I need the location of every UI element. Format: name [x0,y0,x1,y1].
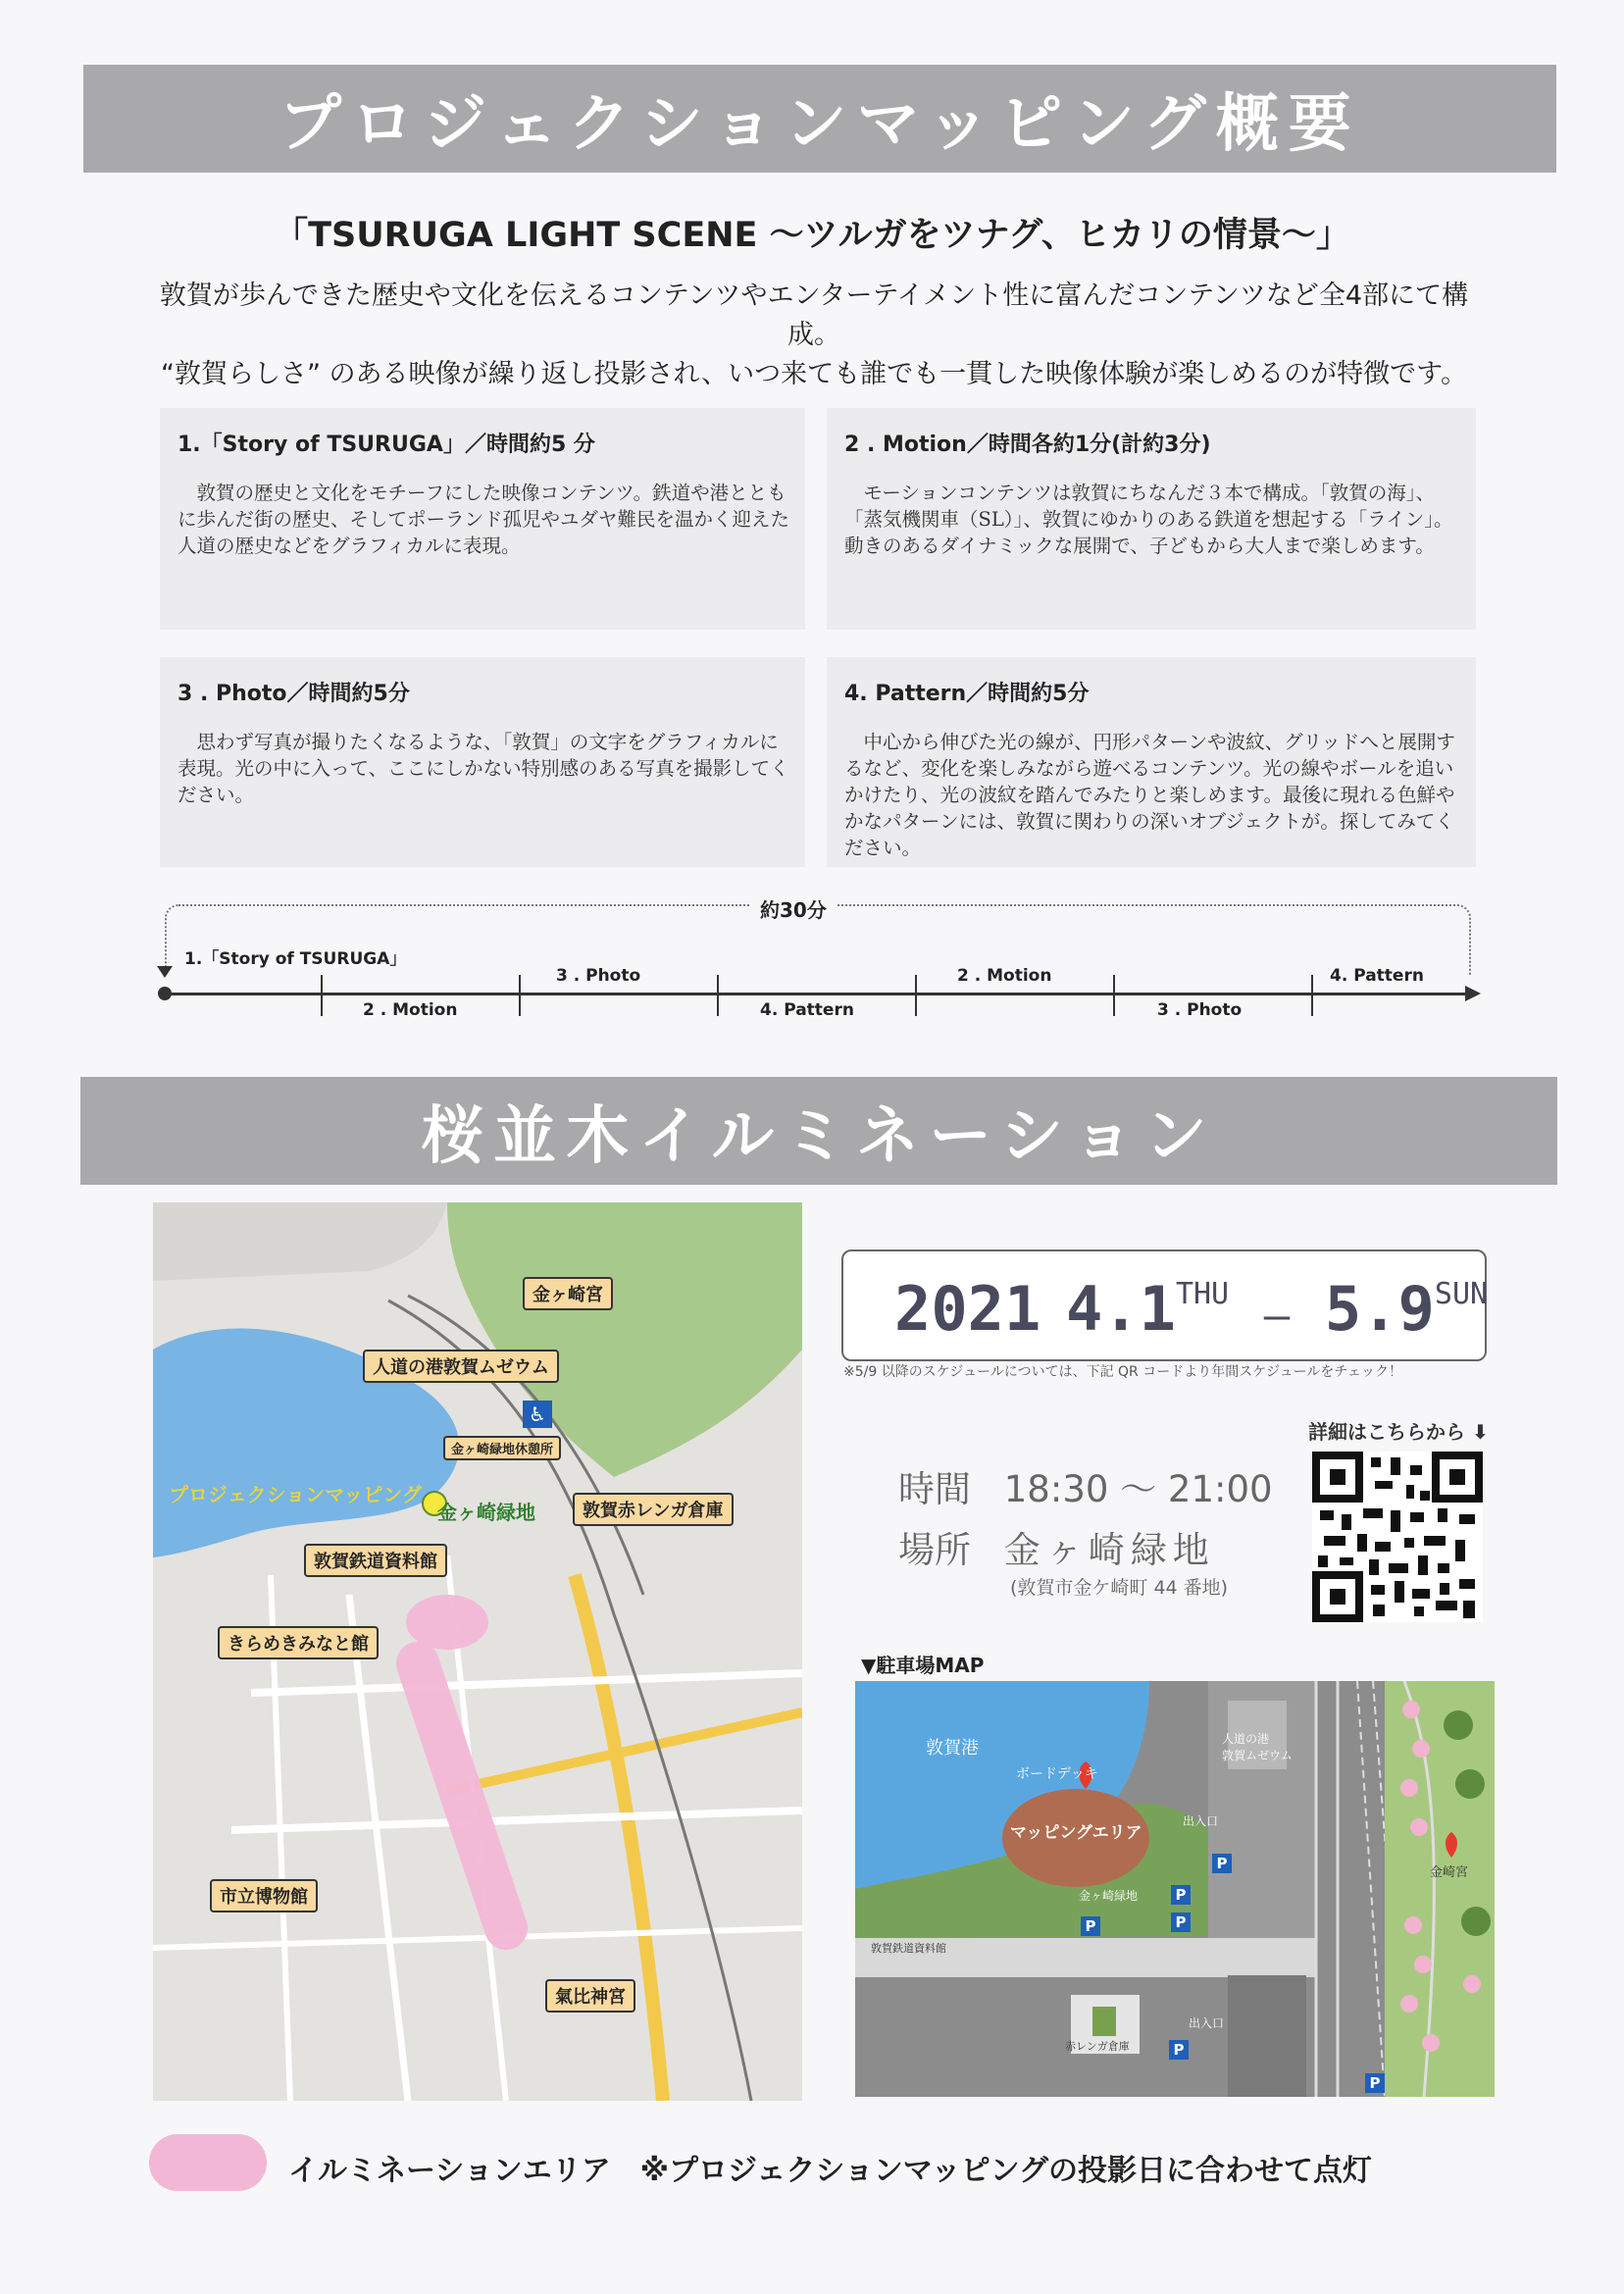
map-label-kanegasaki-shrine: 金ヶ崎宮 [523,1277,613,1310]
timeline-label-pattern-1: 4. Pattern [760,1000,854,1020]
qr-label [1308,1416,1489,1445]
place-value: 金ヶ崎緑地 [1003,1529,1215,1571]
time-label: 時間 [898,1468,971,1510]
illumination-legend-text: イルミネーションエリア ※プロジェクションマッピングの投影日に合わせて点灯 [288,2154,1372,2188]
schedule-note: ※5/9 以降のスケジュールについては、下記 QR コードより年間スケジュールをチェック！ [843,1364,1402,1380]
card-body: 敦賀の歴史と文化をモチーフにした映像コンテンツ。鉄道や港とともに歩んだ街の歴史、そしてポーランド孤児やユダヤ難民を温かく迎えた人道の歴史などをグラフィカルに表現。 [178,482,790,557]
card-heading: 2 . Motion／時間各約1分(計約3分) [844,433,1211,457]
intro-line-1: 敦賀が歩んできた歴史や文化を伝えるコンテンツやエンターテイメント性に富んだコンテンツなど全4部にて構成。 [159,280,1469,350]
timeline-axis [165,993,1469,995]
content-card-4 [827,657,1476,867]
timeline-label-motion-1: 2 . Motion [363,1000,458,1020]
qr-code[interactable] [1312,1452,1483,1622]
card-heading: 1.「Story of TSURUGA」／時間約5 分 [178,433,595,457]
cherry-blossom-icon [1400,1779,1418,1797]
map-label-park: 金ヶ崎緑地 [437,1501,535,1524]
cherry-blossom-icon [1410,1818,1428,1836]
time-row [898,1459,1273,1512]
parking-map-label-entrance-2: 出入口 [1189,2016,1225,2030]
intro-line-2: “敦賀らしさ” のある映像が繰り返し投影され、いつ来ても誰でも一貫した映像体験が楽しめるのが特徴です。 [160,359,1468,389]
timeline-end-arrow [1465,986,1481,1001]
timeline-label-photo-1: 3 . Photo [556,966,641,986]
cherry-blossom-icon [1463,1975,1481,1993]
date-start: 4.1 [1065,1273,1176,1345]
tree-icon [1444,1710,1473,1740]
map-label-museum: 人道の港敦賀ムゼウム [363,1350,559,1383]
card-body: モーションコンテンツは敦賀にちなんだ３本で構成。「敦賀の海」、「蒸気機関車（SL）」、敦賀にゆかりのある鉄道を想起する「ライン」。動きのあるダイナミックな展開で、子どもから大人まで楽しめます。 [844,482,1453,557]
timeline-start-arrow [157,966,173,978]
parking-map-label-entrance-1: 出入口 [1183,1814,1219,1828]
parking-map-label-railway: 敦賀鉄道資料館 [871,1942,946,1955]
timeline-tick [1311,975,1313,1016]
cherry-blossom-icon [1400,1995,1418,2013]
card-heading: 4. Pattern／時間約5分 [844,682,1090,706]
illumination-banner [80,1077,1557,1185]
qr-label-text: 詳細はこちらから [1308,1420,1465,1444]
tree-icon [1455,1769,1485,1799]
map-label-projection-callout: プロジェクションマッピング [169,1483,422,1506]
timeline-label-pattern-2: 4. Pattern [1330,966,1424,986]
cherry-blossom-icon [1402,1701,1420,1718]
place-row [898,1520,1215,1573]
projection-mapping-banner [83,65,1556,173]
parking-map-label-shrine: 金崎宮 [1430,1865,1469,1880]
parking-map-label-park: 金ヶ崎緑地 [1079,1889,1139,1903]
content-card-3 [160,657,805,867]
timeline-label-photo-2: 3 . Photo [1157,1000,1243,1020]
date-range [894,1273,1488,1345]
parking-icon: P [1365,2073,1385,2093]
restroom-icon: ♿ [523,1401,552,1428]
parking-map-label-warehouse: 赤レンガ倉庫 [1065,2040,1130,2053]
date-end: 5.9 [1324,1273,1435,1345]
parking-icon: P [1081,1916,1100,1936]
timeline-tick [915,975,917,1016]
content-card-2 [827,408,1476,630]
place-label: 場所 [898,1529,971,1571]
timeline-tick [717,975,719,1016]
parking-map-label-port: 敦賀港 [926,1738,979,1759]
timeline-label-motion-2: 2 . Motion [957,966,1052,986]
card-body: 思わず写真が撮りたくなるような、「敦賀」の文字をグラフィカルに表現。光の中に入って、ここにしかない特別感のある写真を撮影してください。 [178,731,789,806]
timeline-tick [321,975,323,1016]
show-subtitle: 「TSURUGA LIGHT SCENE 〜ツルガをツナグ、ヒカリの情景〜」 [274,216,1350,255]
cherry-blossom-icon [1422,2034,1440,2052]
date-end-day: SUN [1434,1277,1489,1311]
parking-icon: P [1171,1912,1191,1932]
timeline-label-story: 1.「Story of TSURUGA」 [184,949,407,969]
cherry-blossom-icon [1412,1740,1430,1758]
qr-code-graphic [1312,1452,1483,1622]
cherry-blossom-icon [1414,1956,1432,1973]
timeline-total-text: 約30分 [760,898,827,922]
address: (敦賀市金ケ崎町 44 番地) [1010,1577,1229,1599]
map-label-rest-area: 金ヶ崎緑地休憩所 [443,1436,561,1460]
card-heading: 3 . Photo／時間約5分 [178,682,410,706]
section2-title: 桜並木イルミネーション [421,1100,1217,1173]
area-map [153,1202,802,2101]
timeline-tick [1113,975,1115,1016]
map-label-city-museum: 市立博物館 [210,1879,318,1912]
map-label-railway-museum: 敦賀鉄道資料館 [304,1544,447,1577]
card-body: 中心から伸びた光の線が、円形パターンや波紋、グリッドへと展開するなど、変化を楽しみながら遊べるコンテンツ。光の線やボールを追いかけたり、光の波紋を踏んでみたりと楽しめます。最後に現れる色鮮やかなパターンには、敦賀に関わりの深いオブジェクトが。探してみてください。 [844,731,1455,859]
section1-title: プロジェクションマッピング概要 [279,88,1361,161]
parking-icon: P [1169,2040,1189,2060]
parking-map [855,1681,1495,2097]
parking-map-label-museum: 人道の港 敦賀ムゼウム [1222,1732,1293,1762]
illumination-legend-swatch [149,2134,267,2191]
parking-map-title: ▼駐車場MAP [861,1654,985,1677]
timeline-tick [519,975,521,1016]
timeline-total-label [750,894,837,923]
tree-icon [1461,1907,1491,1936]
intro-text [137,277,1491,394]
arrow-down-icon: ⬇ [1471,1420,1489,1444]
cherry-blossom-icon [1404,1916,1422,1934]
map-label-kehi-shrine: 氣比神宮 [545,1979,635,2013]
map-label-kirameki: きらめきみなと館 [218,1626,379,1659]
date-dash: – [1263,1291,1291,1341]
map-label-warehouse: 敦賀赤レンガ倉庫 [573,1493,734,1526]
parking-map-label-deck: ボードデッキ [1016,1766,1098,1782]
date-box [841,1249,1487,1361]
content-card-1 [160,408,805,630]
parking-icon: P [1212,1854,1232,1873]
time-value: 18:30 〜 21:00 [1003,1468,1273,1510]
date-start-day: THU [1175,1277,1230,1311]
parking-icon: P [1171,1885,1191,1905]
date-year: 2021 [894,1273,1041,1345]
parking-map-label-mapping-area: マッピングエリア [1010,1823,1142,1843]
